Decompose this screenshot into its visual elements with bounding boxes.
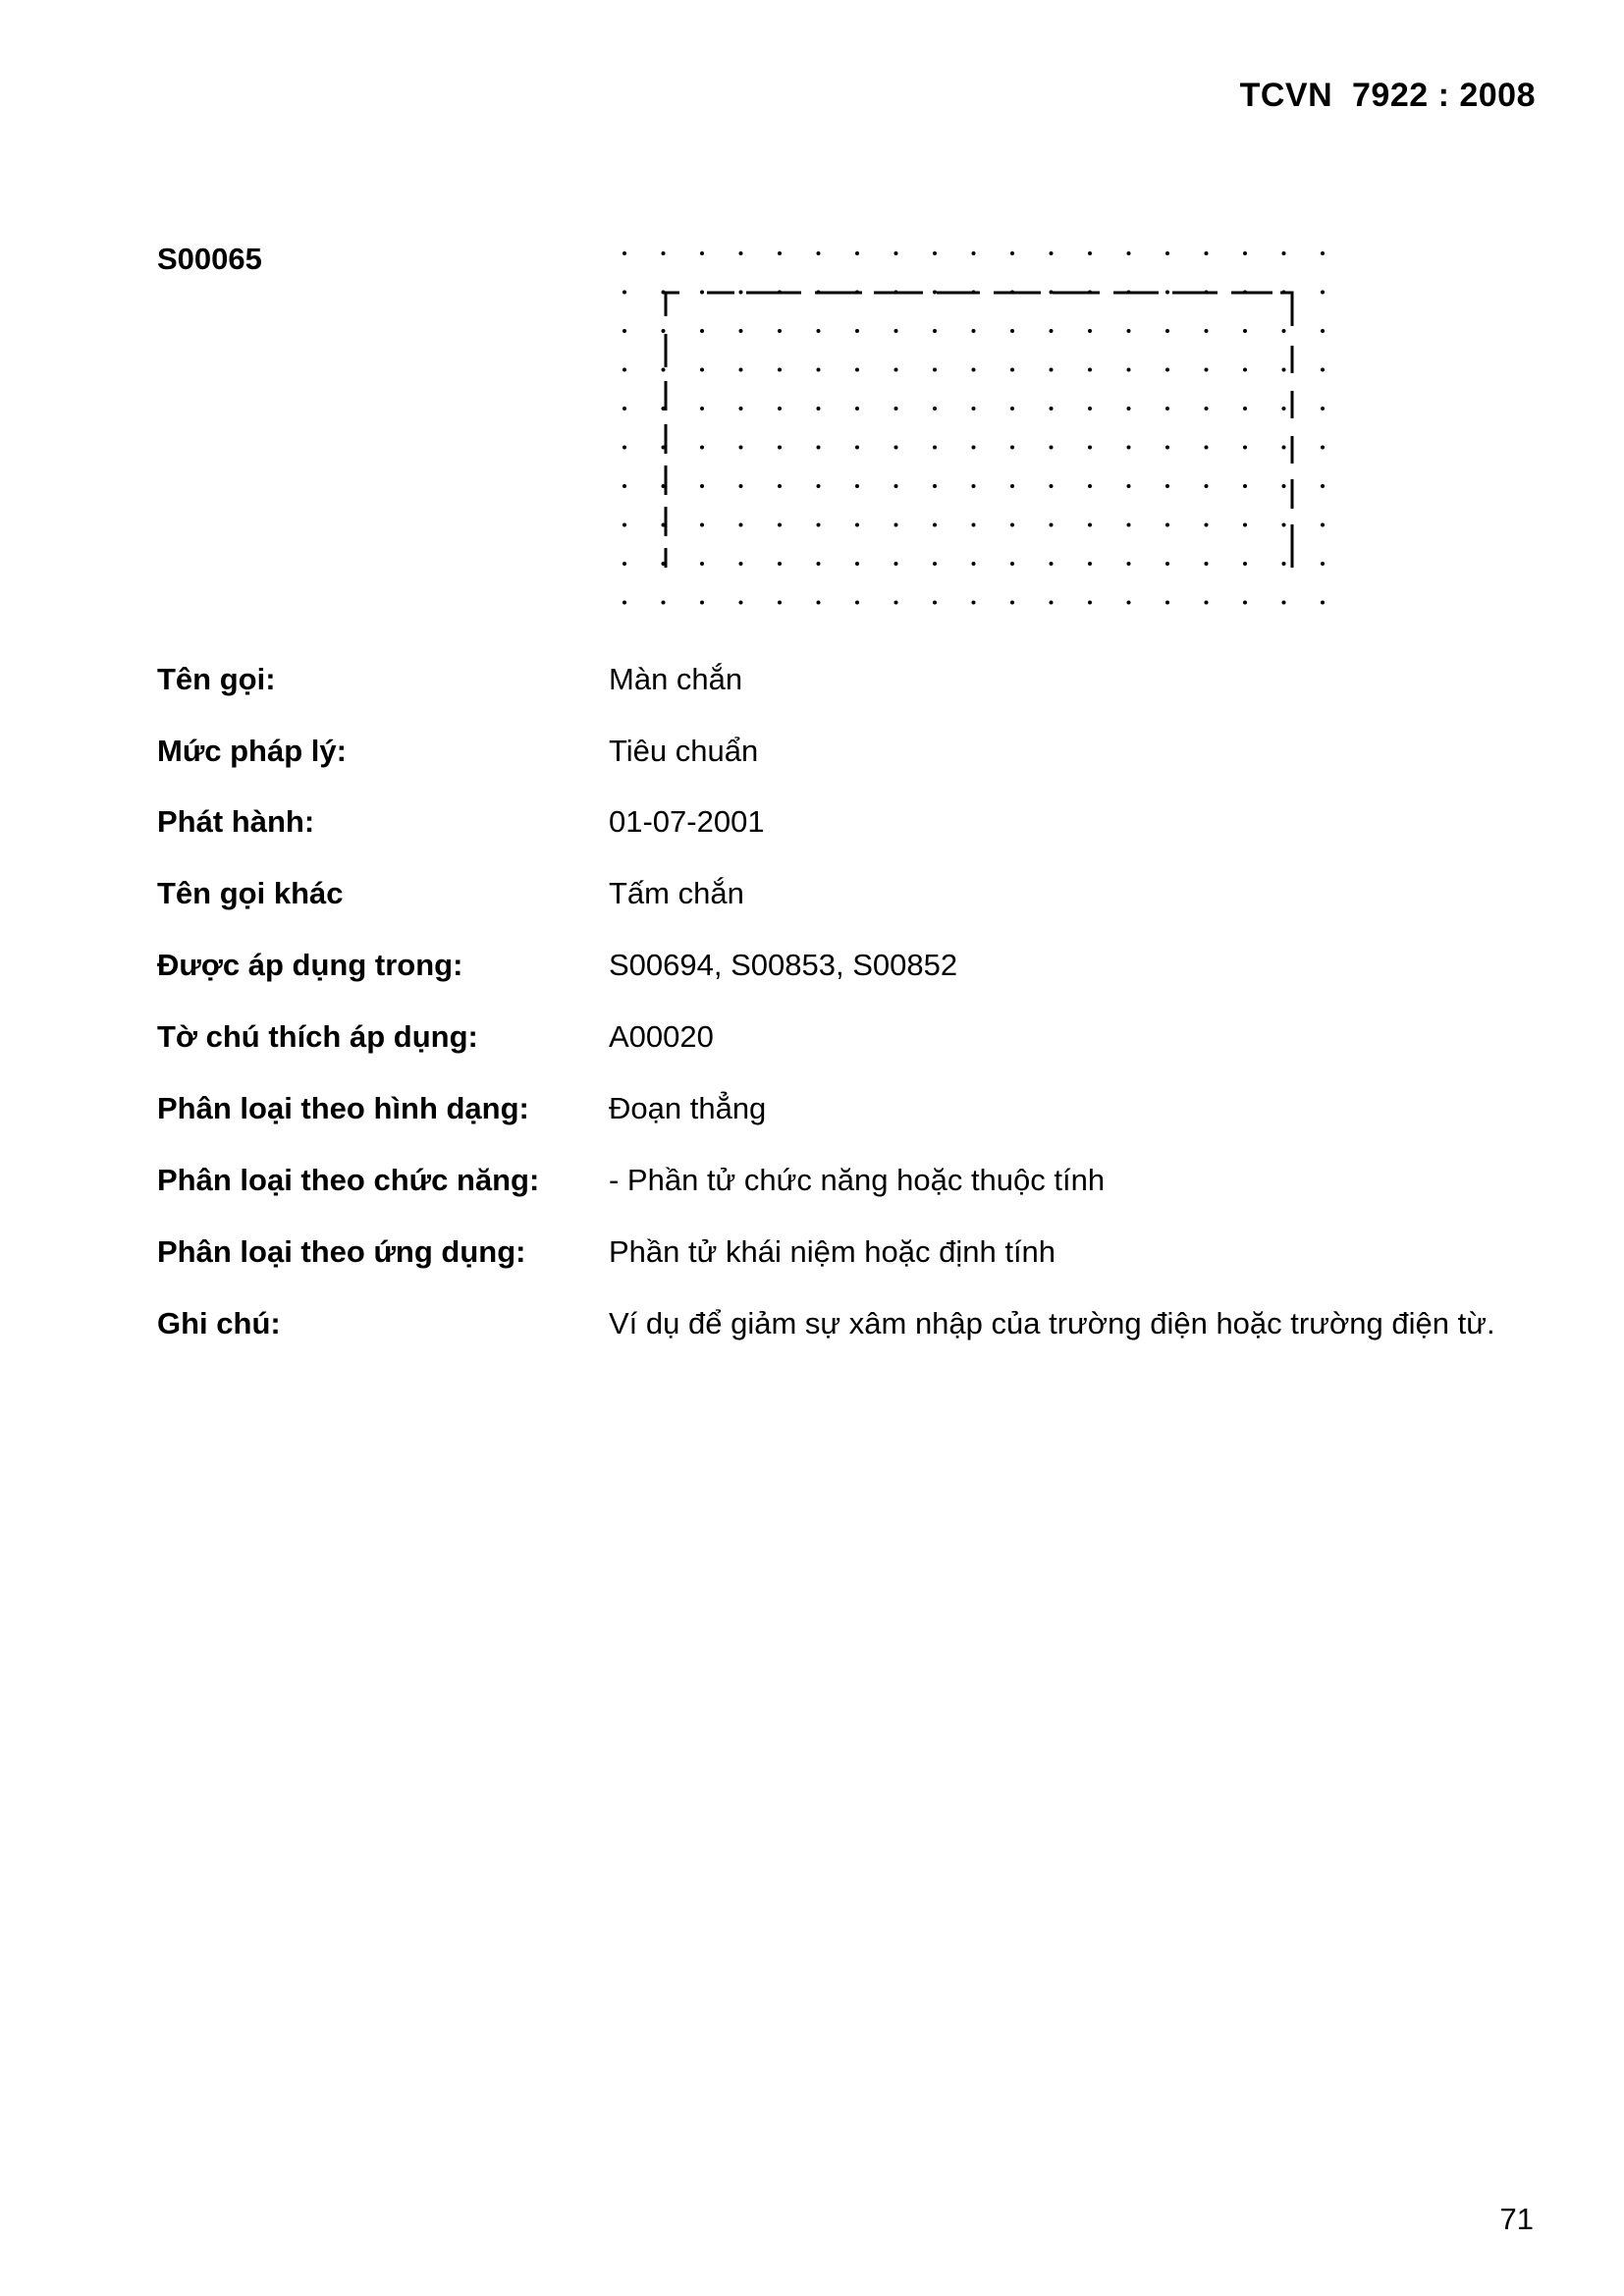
grid-dot (1050, 368, 1054, 372)
grid-dot (1282, 523, 1286, 527)
grid-dot (1088, 251, 1092, 255)
grid-dot (894, 407, 898, 410)
grid-dot (1127, 562, 1131, 566)
grid-dot (1127, 251, 1131, 255)
grid-dot (700, 523, 704, 527)
frame-corner-top-left (666, 293, 679, 295)
field-value: Tiêu chuẩn (609, 734, 759, 768)
grid-dot (855, 329, 859, 333)
grid-dot (1243, 562, 1247, 566)
grid-dot (855, 251, 859, 255)
grid-dot (778, 368, 782, 372)
grid-dot (933, 251, 937, 255)
grid-dot (623, 291, 626, 295)
field-label: Phân loại theo ứng dụng: (157, 1234, 526, 1269)
grid-dot (817, 484, 821, 488)
grid-dot (1243, 407, 1247, 410)
grid-dot (700, 291, 704, 295)
grid-dot (1088, 484, 1092, 488)
grid-dot (662, 601, 666, 605)
grid-dot (1243, 329, 1247, 333)
grid-dot (778, 407, 782, 410)
grid-dot (1088, 329, 1092, 333)
field-value: Ví dụ để giảm sự xâm nhập của trường điện hoặc trường điện từ. (609, 1306, 1495, 1340)
grid-dot (623, 407, 626, 410)
grid-dot (972, 446, 976, 450)
field-value: Phần tử khái niệm hoặc định tính (609, 1234, 1056, 1269)
grid-dot (817, 407, 821, 410)
grid-dot (1088, 368, 1092, 372)
grid-dot (817, 601, 821, 605)
grid-dot (700, 368, 704, 372)
grid-dot (817, 562, 821, 566)
grid-dot (778, 251, 782, 255)
grid-dot (700, 407, 704, 410)
grid-dot (1050, 562, 1054, 566)
grid-dot (623, 601, 626, 605)
grid-dot (1165, 251, 1169, 255)
grid-dot (739, 368, 743, 372)
grid-dot (662, 368, 666, 372)
grid-dot (700, 251, 704, 255)
field-value: - Phần tử chức năng hoặc thuộc tính (609, 1163, 1106, 1197)
grid-dot (894, 562, 898, 566)
field-value: Màn chắn (609, 662, 743, 696)
grid-dot (1088, 446, 1092, 450)
grid-dot (1282, 484, 1286, 488)
grid-dot (1165, 407, 1169, 410)
grid-dot (778, 329, 782, 333)
grid-dot (778, 523, 782, 527)
grid-dot (1321, 484, 1325, 488)
grid-dot (1088, 407, 1092, 410)
grid-dot (1165, 484, 1169, 488)
grid-dot (894, 484, 898, 488)
grid-dot (700, 562, 704, 566)
grid-dot (1010, 407, 1014, 410)
field-value: 01-07-2001 (609, 804, 765, 839)
grid-dot (623, 523, 626, 527)
grid-dot (778, 484, 782, 488)
grid-dot (1205, 562, 1209, 566)
field-value: Đoạn thẳng (609, 1091, 767, 1125)
grid-dot (1165, 601, 1169, 605)
grid-dot (933, 523, 937, 527)
grid-dot (1010, 601, 1014, 605)
grid-dot (855, 407, 859, 410)
grid-dot (855, 562, 859, 566)
grid-dot (778, 446, 782, 450)
grid-dot (972, 251, 976, 255)
field-label: Tờ chú thích áp dụng: (157, 1019, 478, 1054)
grid-dot (623, 446, 626, 450)
grid-dot (739, 446, 743, 450)
grid-dot (662, 329, 666, 333)
grid-dot (1282, 329, 1286, 333)
grid-dot (1127, 329, 1131, 333)
grid-dot (855, 446, 859, 450)
grid-dot (1205, 601, 1209, 605)
grid-dot (855, 484, 859, 488)
grid-dot (1127, 484, 1131, 488)
grid-dot (1050, 407, 1054, 410)
field-value: S00694, S00853, S00852 (609, 948, 958, 982)
grid-dot (1243, 446, 1247, 450)
grid-dot (1321, 291, 1325, 295)
grid-dot (817, 523, 821, 527)
grid-dot (1165, 523, 1169, 527)
field-label: Mức pháp lý: (157, 734, 347, 768)
grid-dot (1205, 523, 1209, 527)
grid-dot (855, 368, 859, 372)
grid-dot (1243, 601, 1247, 605)
grid-dot (1010, 329, 1014, 333)
grid-dot (1165, 446, 1169, 450)
grid-dot (739, 562, 743, 566)
grid-dot (933, 601, 937, 605)
grid-dot (1243, 251, 1247, 255)
grid-dot (1321, 601, 1325, 605)
grid-dot (623, 484, 626, 488)
grid-dot (1282, 407, 1286, 410)
field-label: Tên gọi khác (157, 876, 344, 910)
dot-grid (623, 251, 1325, 605)
grid-dot (739, 329, 743, 333)
grid-dot (1127, 601, 1131, 605)
grid-dot (1282, 601, 1286, 605)
grid-dot (817, 446, 821, 450)
grid-dot (1321, 407, 1325, 410)
grid-dot (1282, 251, 1286, 255)
grid-dot (1050, 251, 1054, 255)
grid-dot (739, 601, 743, 605)
grid-dot (894, 523, 898, 527)
grid-dot (623, 329, 626, 333)
grid-dot (1165, 291, 1169, 295)
grid-dot (700, 601, 704, 605)
grid-dot (972, 329, 976, 333)
grid-dot (894, 329, 898, 333)
grid-dot (1321, 368, 1325, 372)
grid-dot (1282, 562, 1286, 566)
grid-dot (700, 446, 704, 450)
grid-dot (1127, 523, 1131, 527)
grid-dot (1050, 601, 1054, 605)
grid-dot (1088, 562, 1092, 566)
grid-dot (894, 251, 898, 255)
field-label: Tên gọi: (157, 662, 276, 696)
grid-dot (817, 251, 821, 255)
grid-dot (1127, 407, 1131, 410)
grid-dot (1205, 446, 1209, 450)
grid-dot (1010, 251, 1014, 255)
grid-dot (894, 368, 898, 372)
grid-dot (1127, 446, 1131, 450)
grid-dot (623, 368, 626, 372)
grid-dot (778, 601, 782, 605)
grid-dot (933, 562, 937, 566)
grid-dot (1010, 562, 1014, 566)
grid-dot (1321, 562, 1325, 566)
grid-dot (1205, 368, 1209, 372)
grid-dot (972, 601, 976, 605)
grid-dot (1243, 368, 1247, 372)
grid-dot (623, 251, 626, 255)
grid-dot (1282, 368, 1286, 372)
grid-dot (972, 562, 976, 566)
grid-dot (739, 523, 743, 527)
grid-dot (1050, 446, 1054, 450)
grid-dot (1010, 523, 1014, 527)
field-value: A00020 (609, 1019, 714, 1054)
grid-dot (817, 368, 821, 372)
grid-dot (1050, 484, 1054, 488)
field-label: Phân loại theo chức năng: (157, 1163, 540, 1197)
field-label: Được áp dụng trong: (157, 948, 463, 982)
field-label: Phát hành: (157, 804, 315, 839)
grid-dot (817, 329, 821, 333)
grid-dot (739, 291, 743, 295)
grid-dot (739, 407, 743, 410)
grid-dot (1282, 446, 1286, 450)
grid-dot (1165, 368, 1169, 372)
field-value: Tấm chắn (609, 876, 744, 910)
grid-dot (1088, 601, 1092, 605)
grid-dot (933, 446, 937, 450)
grid-dot (1243, 523, 1247, 527)
grid-dot (933, 329, 937, 333)
grid-dot (1050, 523, 1054, 527)
grid-dot (933, 368, 937, 372)
grid-dot (855, 601, 859, 605)
grid-dot (739, 484, 743, 488)
grid-dot (1010, 446, 1014, 450)
symbol-code: S00065 (157, 242, 262, 276)
grid-dot (933, 484, 937, 488)
grid-dot (933, 291, 937, 295)
grid-dot (1127, 368, 1131, 372)
grid-dot (739, 251, 743, 255)
grid-dot (778, 562, 782, 566)
page-number: 71 (1499, 2202, 1534, 2236)
field-label: Phân loại theo hình dạng: (157, 1091, 529, 1125)
grid-dot (623, 562, 626, 566)
grid-dot (894, 601, 898, 605)
grid-dot (1321, 329, 1325, 333)
frame-corner-top-right (1280, 293, 1292, 326)
grid-dot (1010, 484, 1014, 488)
grid-dot (1205, 251, 1209, 255)
grid-dot (700, 484, 704, 488)
screen-dashed-rectangle-icon (609, 244, 1335, 627)
grid-dot (662, 251, 666, 255)
grid-dot (1088, 523, 1092, 527)
grid-dot (933, 407, 937, 410)
grid-dot (700, 329, 704, 333)
grid-dot (972, 523, 976, 527)
grid-dot (1050, 329, 1054, 333)
grid-dot (1205, 484, 1209, 488)
grid-dot (1165, 329, 1169, 333)
grid-dot (972, 484, 976, 488)
grid-dot (1321, 251, 1325, 255)
grid-dot (972, 368, 976, 372)
grid-dot (855, 523, 859, 527)
field-label: Ghi chú: (157, 1306, 281, 1340)
grid-dot (1205, 329, 1209, 333)
grid-dot (1010, 368, 1014, 372)
grid-dot (1165, 562, 1169, 566)
standard-header: TCVN 7922 : 2008 (1239, 77, 1536, 114)
grid-dot (972, 407, 976, 410)
grid-dot (894, 446, 898, 450)
grid-dot (1321, 523, 1325, 527)
grid-dot (1050, 291, 1054, 295)
grid-dot (1243, 484, 1247, 488)
grid-dot (1321, 446, 1325, 450)
grid-dot (1205, 407, 1209, 410)
